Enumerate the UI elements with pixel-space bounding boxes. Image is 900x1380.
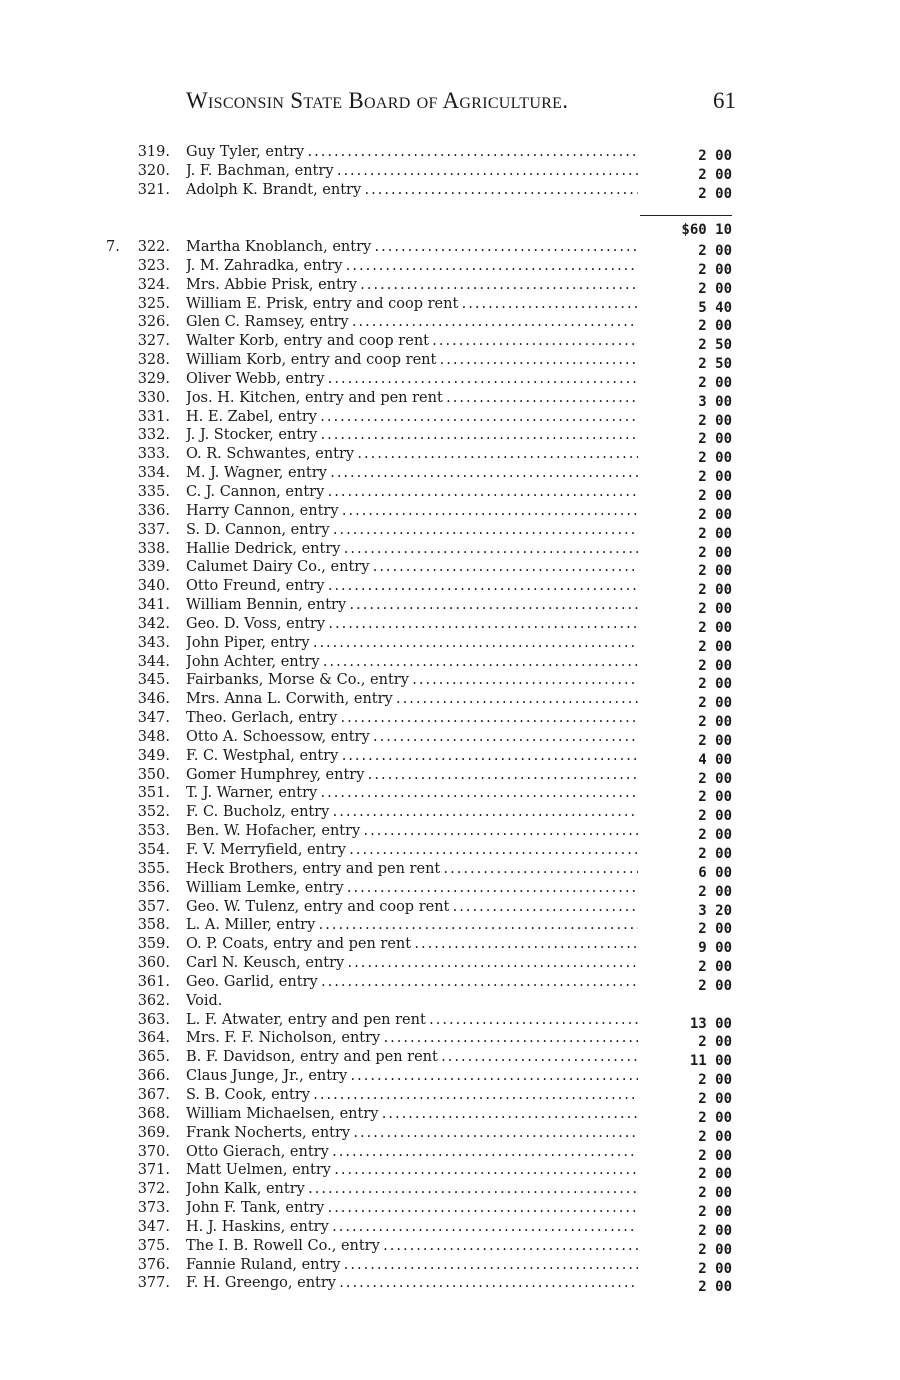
entry-amount: 3 20 [698,902,732,919]
entry-amount: 2 00 [698,657,732,674]
entry-description: Glen C. Ramsey, entry . . . [186,313,638,332]
entry-number: 339. [137,559,170,576]
entry-amount: 2 00 [698,1279,732,1296]
entry-amount: 6 00 [698,864,732,881]
entry-description: Matt Uelmen, entry . . . [186,1161,638,1180]
entry-amount: 2 00 [698,732,732,749]
page-header [186,88,736,114]
subtotal-rule [640,215,732,216]
entry-number: 324. [137,276,170,293]
entry-amount: 4 00 [698,751,732,768]
ledger-row [0,615,900,634]
ledger-row [0,483,900,502]
entry-amount: 2 00 [698,185,732,202]
entry-amount: 2 50 [698,337,732,354]
entry-number: 344. [137,653,170,670]
ledger-row [0,1048,900,1070]
entry-number: 370. [137,1143,170,1160]
entry-description: T. J. Warner, entry . . . [186,784,638,803]
entry-description: Mrs. Abbie Prisk, entry . . . [186,276,638,295]
ledger-row [0,162,900,181]
entry-number: 334. [137,465,170,482]
entry-amount: 2 00 [698,977,732,994]
entry-amount: 2 00 [698,1204,732,1221]
entry-amount: 2 00 [698,412,732,429]
entry-number: 350. [137,766,170,783]
entry-amount: 2 00 [698,827,732,844]
entry-amount: 2 00 [698,1072,732,1089]
entry-number: 327. [137,333,170,350]
entry-description: William Bennin, entry . . . [186,596,638,615]
entry-description: John Kalk, entry . . . [186,1180,638,1199]
entry-description: John Piper, entry . . . [186,634,638,653]
entry-description: Geo. W. Tulenz, entry and coop rent . . . [186,898,638,917]
entry-number: 363. [137,1011,170,1028]
entry-number: 345. [137,672,170,689]
entry-number: 353. [137,823,170,840]
entry-amount: 2 00 [698,280,732,297]
entry-description: C. J. Cannon, entry . . . [186,483,638,502]
entry-number: 357. [137,898,170,915]
entry-amount: 2 00 [698,506,732,523]
entry-number: 362. [137,992,170,1009]
entry-number: 360. [137,955,170,972]
ledger-row [0,1124,900,1143]
ledger-row [0,784,900,806]
entry-number: 346. [137,691,170,708]
entry-number: 335. [137,483,170,500]
ledger-row [0,803,900,825]
ledger-group-1 [0,143,900,200]
entry-number: 349. [137,747,170,764]
running-title: Wisconsin State Board of Agriculture. [186,88,569,113]
entry-description: J. M. Zahradka, entry . . . [186,257,638,276]
entry-amount: 2 00 [698,883,732,900]
entry-description: Hallie Dedrick, entry . . . [186,540,638,559]
entry-description: Theo. Gerlach, entry . . . [186,709,638,728]
entry-amount: 2 00 [698,1147,732,1164]
entry-number: 375. [137,1237,170,1254]
ledger-row [0,766,900,785]
entry-amount: 2 00 [698,318,732,335]
entry-number: 331. [137,408,170,425]
ledger-row [0,728,900,747]
entry-description: William Michaelsen, entry . . . [186,1105,638,1124]
entry-amount: 2 00 [698,1241,732,1258]
ledger-row [0,1067,900,1089]
subtotal-amount: $60 10 [681,222,732,238]
entry-description: Otto A. Schoessow, entry . . . [186,728,638,747]
entry-description: Oliver Webb, entry . . . [186,370,638,389]
entry-amount: 2 00 [698,1260,732,1277]
entry-number: 347. [137,710,170,727]
ledger-row [0,822,900,844]
entry-amount: 2 00 [698,582,732,599]
ledger-row [0,690,900,712]
ledger-row [0,898,900,917]
entry-description: Otto Freund, entry . . . [186,577,638,596]
entry-amount: 2 00 [698,1109,732,1126]
entry-description: The I. B. Rowell Co., entry . . . [186,1237,638,1256]
entry-amount: 2 00 [698,469,732,486]
entry-amount: 2 00 [698,1034,732,1051]
entry-amount: 2 00 [698,525,732,542]
entry-number: 366. [137,1068,170,1085]
ledger-row [0,143,900,162]
entry-description: F. H. Greengo, entry . . . [186,1274,638,1293]
entry-number: 351. [137,785,170,802]
ledger-row [0,257,900,276]
entry-amount: 2 00 [698,1222,732,1239]
entry-amount: 5 40 [698,299,732,316]
entry-amount: 2 00 [698,770,732,787]
entry-number: 373. [137,1200,170,1217]
entry-number: 367. [137,1086,170,1103]
entry-number: 372. [137,1181,170,1198]
ledger-row [0,464,900,486]
ledger-row [0,860,900,879]
entry-description: H. E. Zabel, entry . . . [186,408,638,427]
ledger-row [0,916,900,938]
entry-amount: 2 00 [698,808,732,825]
entry-description: Gomer Humphrey, entry . . . [186,766,638,785]
ledger-row [0,1218,900,1237]
entry-number: 368. [137,1105,170,1122]
entry-amount: 2 00 [698,243,732,259]
entry-number: 377. [137,1275,170,1292]
entry-description: Void. [186,992,223,1009]
entry-description: S. D. Cannon, entry . . . [186,521,638,540]
ledger-row [0,973,900,992]
entry-amount: 2 00 [698,1185,732,1202]
ledger-row [0,408,900,427]
entry-description: H. J. Haskins, entry . . . [186,1218,638,1237]
entry-number: 325. [137,295,170,312]
entry-description: Mrs. F. F. Nicholson, entry . . . [186,1029,638,1048]
entry-amount: 2 00 [698,601,732,618]
entry-number: 369. [137,1124,170,1141]
entry-amount: 2 00 [698,638,732,655]
entry-description: John Achter, entry . . . [186,653,638,672]
ledger-row [0,351,900,373]
entry-number: 361. [137,973,170,990]
entry-description: Ben. W. Hofacher, entry . . . [186,822,638,841]
ledger-row [0,426,900,448]
entry-number: 319. [137,144,170,160]
entry-amount: 2 00 [698,676,732,693]
entry-number: 356. [137,879,170,896]
entry-amount: 2 00 [698,166,732,183]
entry-number: 343. [137,634,170,651]
entry-number: 326. [137,314,170,331]
entry-amount: 2 00 [698,921,732,938]
ledger-row [0,1143,900,1162]
entry-description: L. F. Atwater, entry and pen rent . . . [186,1011,638,1030]
page-number: 61 [713,88,736,113]
ledger-row [0,954,900,976]
entry-number: 338. [137,540,170,557]
ledger-row [0,1029,900,1051]
entry-description: Otto Gierach, entry . . . [186,1143,638,1162]
entry-number: 371. [137,1162,170,1179]
entry-description: John F. Tank, entry . . . [186,1199,638,1218]
entry-amount: 2 00 [698,695,732,712]
entry-description: O. P. Coats, entry and pen rent . . . [186,935,638,954]
ledger-row [0,1256,900,1275]
entry-number: 320. [137,162,170,179]
entry-description: Martha Knoblanch, entry . . . [186,238,638,257]
entry-number: 347. [137,1218,170,1235]
entry-number: 355. [137,860,170,877]
ledger-row [0,313,900,335]
entry-number: 340. [137,578,170,595]
entry-amount: 2 00 [698,374,732,391]
entry-description: William Korb, entry and coop rent . . . [186,351,638,370]
ledger-row [0,238,900,257]
entry-amount: 2 00 [698,789,732,806]
entry-description: F. V. Merryfield, entry . . . [186,841,638,860]
ledger-row [0,540,900,559]
entry-number: 337. [137,521,170,538]
entry-description: Fannie Ruland, entry . . . [186,1256,638,1275]
entry-description: William E. Prisk, entry and coop rent . . . [186,295,638,314]
ledger-row [0,935,900,957]
entry-amount: 2 00 [698,959,732,976]
ledger-row [0,709,900,731]
entry-description: Heck Brothers, entry and pen rent . . . [186,860,638,879]
entry-description: William Lemke, entry . . . [186,879,638,898]
entry-description: F. C. Westphal, entry . . . [186,747,638,766]
entry-description: Jos. H. Kitchen, entry and pen rent . . . [186,389,638,408]
entry-number: 365. [137,1049,170,1066]
entry-description: J. J. Stocker, entry . . . [186,426,638,445]
ledger-row [0,1011,900,1030]
entry-number: 323. [137,257,170,274]
entry-amount: 2 00 [698,1166,732,1183]
entry-number: 376. [137,1256,170,1273]
entry-description: Carl N. Keusch, entry . . . [186,954,638,973]
ledger-row [0,671,900,693]
ledger-row [0,558,900,580]
section-mark: 7. [106,239,120,255]
entry-amount: 13 00 [689,1015,732,1032]
entry-description: M. J. Wagner, entry . . . [186,464,638,483]
entry-number: 348. [137,728,170,745]
ledger-row [0,1180,900,1202]
entry-amount: 9 00 [698,940,732,957]
entry-number: 333. [137,446,170,463]
entry-number: 329. [137,370,170,387]
ledger-row [0,332,900,354]
entry-amount: 2 00 [698,846,732,862]
entry-amount: 2 50 [698,356,732,373]
entry-description: Adolph K. Brandt, entry . . . [186,181,638,200]
entry-amount: 2 00 [698,563,732,580]
entry-amount: 11 00 [689,1053,732,1070]
ledger-row [0,1199,900,1221]
ledger-row [0,1161,900,1183]
entry-description: Harry Cannon, entry . . . [186,502,638,521]
entry-description: Guy Tyler, entry . . . [186,143,638,162]
entry-description: Geo. Garlid, entry . . . [186,973,638,992]
entry-amount: 2 00 [698,544,732,561]
entry-amount: 2 00 [698,148,732,164]
entry-number: 342. [137,615,170,632]
ledger-row [0,747,900,766]
entry-number: 330. [137,389,170,406]
ledger-row [0,389,900,408]
entry-description: J. F. Bachman, entry . . . [186,162,638,181]
entry-description: Fairbanks, Morse & Co., entry . . . [186,671,638,690]
ledger-row [0,841,900,860]
entry-amount: 3 00 [698,393,732,410]
entry-number: 358. [137,917,170,934]
ledger-row [0,1237,900,1256]
entry-description: Walter Korb, entry and coop rent . . . [186,332,638,351]
entry-number: 341. [137,597,170,614]
ledger-row [0,502,900,521]
entry-description: S. B. Cook, entry . . . [186,1086,638,1105]
entry-number: 336. [137,502,170,519]
ledger-group-2 [0,238,900,1296]
ledger-row [0,445,900,467]
entry-amount: 2 00 [698,450,732,467]
ledger-row [0,370,900,389]
ledger-row [0,653,900,672]
entry-number: 354. [137,842,170,858]
entry-number: 359. [137,936,170,953]
ledger-row [0,879,900,898]
entry-number: 321. [137,181,170,198]
ledger-row [0,596,900,618]
entry-description: O. R. Schwantes, entry . . . [186,445,638,464]
ledger-row [0,295,900,314]
entry-number: 364. [137,1030,170,1047]
entry-description: Geo. D. Voss, entry . . . [186,615,638,634]
entry-amount: 2 00 [698,431,732,448]
entry-description: Calumet Dairy Co., entry . . . [186,558,638,577]
entry-amount: 2 00 [698,487,732,504]
ledger-row [0,992,900,1011]
ledger-row [0,181,900,200]
entry-amount: 2 00 [698,261,732,278]
ledger-row [0,577,900,599]
entry-amount: 2 00 [698,1090,732,1107]
entry-number: 352. [137,804,170,821]
entry-description: Claus Junge, Jr., entry . . . [186,1067,638,1086]
ledger-row [0,276,900,295]
ledger-row [0,1105,900,1124]
entry-number: 328. [137,352,170,369]
entry-number: 322. [137,239,170,255]
entry-amount: 2 00 [698,619,732,636]
entry-description: Mrs. Anna L. Corwith, entry . . . [186,690,638,709]
ledger-row [0,521,900,540]
entry-description: F. C. Bucholz, entry . . . [186,803,638,822]
entry-amount: 2 00 [698,1128,732,1145]
entry-description: B. F. Davidson, entry and pen rent . . . [186,1048,638,1067]
entry-number: 332. [137,427,170,444]
ledger-row [0,1274,900,1296]
ledger-row [0,1086,900,1105]
entry-description: L. A. Miller, entry . . . [186,916,638,935]
ledger-row [0,634,900,653]
entry-description: Frank Nocherts, entry . . . [186,1124,638,1143]
entry-amount: 2 00 [698,714,732,731]
